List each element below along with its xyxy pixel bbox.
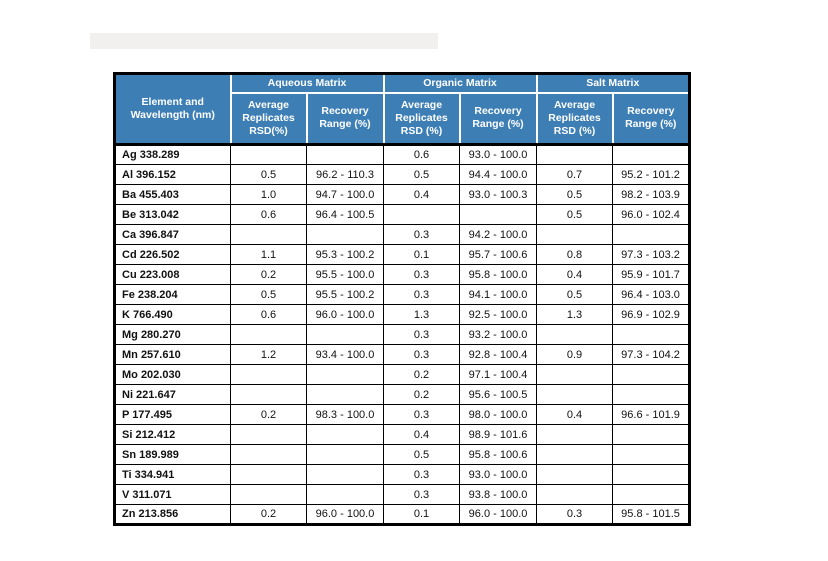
element-name-cell: Ni 221.647 [115,385,231,405]
value-cell: 0.3 [384,465,460,485]
value-cell: 95.6 - 100.5 [460,385,537,405]
value-cell [307,425,384,445]
value-cell: 0.2 [231,505,307,525]
value-cell: 0.6 [231,205,307,225]
element-name-cell: Cd 226.502 [115,245,231,265]
value-cell: 0.3 [384,405,460,425]
value-cell [537,225,613,245]
value-cell: 93.0 - 100.0 [460,465,537,485]
table-row [115,305,690,325]
value-cell: 0.4 [384,425,460,445]
value-cell: 93.0 - 100.3 [460,185,537,205]
value-cell [537,385,613,405]
value-cell: 98.2 - 103.9 [613,185,690,205]
value-cell: 0.1 [384,245,460,265]
value-cell [231,445,307,465]
value-cell: 1.2 [231,345,307,365]
value-cell [537,465,613,485]
value-cell [613,425,690,445]
group-header-row [115,74,690,93]
value-cell [307,145,384,165]
subheader-organic-recovery: Recovery Range (%) [460,93,537,145]
value-cell: 92.5 - 100.0 [460,305,537,325]
value-cell: 1.3 [537,305,613,325]
value-cell [231,365,307,385]
value-cell: 0.4 [384,185,460,205]
value-cell: 94.4 - 100.0 [460,165,537,185]
value-cell [613,365,690,385]
value-cell: 0.5 [384,165,460,185]
value-cell: 0.3 [384,265,460,285]
group-header-organic-matrix: Organic Matrix [384,74,537,93]
element-name-cell: Be 313.042 [115,205,231,225]
value-cell [460,205,537,225]
table-header [115,74,690,145]
value-cell [537,365,613,385]
value-cell: 95.5 - 100.2 [307,285,384,305]
value-cell: 95.5 - 100.0 [307,265,384,285]
value-cell: 0.9 [537,345,613,365]
element-name-cell: Al 396.152 [115,165,231,185]
value-cell: 95.8 - 100.6 [460,445,537,465]
value-cell [231,325,307,345]
table-row [115,465,690,485]
faded-scan-artifact [90,33,438,49]
value-cell [537,445,613,465]
value-cell [231,385,307,405]
value-cell: 93.4 - 100.0 [307,345,384,365]
element-recovery-table [113,72,691,526]
element-name-cell: Si 212.412 [115,425,231,445]
table-row [115,385,690,405]
value-cell: 93.8 - 100.0 [460,485,537,505]
table-row [115,145,690,165]
element-name-cell: Ba 455.403 [115,185,231,205]
value-cell: 0.5 [231,165,307,185]
value-cell [613,485,690,505]
value-cell: 94.1 - 100.0 [460,285,537,305]
value-cell: 0.3 [384,225,460,245]
value-cell: 0.5 [537,185,613,205]
value-cell: 96.0 - 100.0 [460,505,537,525]
value-cell: 0.2 [231,265,307,285]
element-name-cell: Ag 338.289 [115,145,231,165]
value-cell: 96.9 - 102.9 [613,305,690,325]
table-row [115,265,690,285]
element-name-cell: Cu 223.008 [115,265,231,285]
subheader-aqueous-recovery: Recovery Range (%) [307,93,384,145]
value-cell [307,465,384,485]
value-cell [231,485,307,505]
value-cell [537,145,613,165]
value-cell [613,385,690,405]
value-cell: 97.3 - 103.2 [613,245,690,265]
table-row [115,185,690,205]
value-cell: 98.9 - 101.6 [460,425,537,445]
value-cell: 0.6 [231,305,307,325]
value-cell: 93.2 - 100.0 [460,325,537,345]
value-cell: 0.5 [537,205,613,225]
subheader-organic-rsd: Average Replicates RSD (%) [384,93,460,145]
value-cell [613,145,690,165]
table-row [115,445,690,465]
table-row [115,245,690,265]
value-cell [231,225,307,245]
value-cell [231,425,307,445]
element-name-cell: Mo 202.030 [115,365,231,385]
value-cell [537,485,613,505]
value-cell: 95.8 - 101.5 [613,505,690,525]
value-cell: 95.2 - 101.2 [613,165,690,185]
group-header-aqueous-matrix: Aqueous Matrix [231,74,384,93]
value-cell: 0.2 [231,405,307,425]
element-name-cell: Mn 257.610 [115,345,231,365]
table-body [115,145,690,525]
table-row [115,505,690,525]
value-cell: 0.3 [384,485,460,505]
subheader-aqueous-rsd: Average Replicates RSD(%) [231,93,307,145]
value-cell: 93.0 - 100.0 [460,145,537,165]
value-cell [307,365,384,385]
value-cell [307,325,384,345]
element-name-cell: Ti 334.941 [115,465,231,485]
table-row [115,165,690,185]
value-cell: 97.3 - 104.2 [613,345,690,365]
value-cell: 0.3 [384,285,460,305]
value-cell: 0.5 [537,285,613,305]
element-name-cell: Mg 280.270 [115,325,231,345]
value-cell [231,465,307,485]
value-cell: 0.4 [537,265,613,285]
value-cell: 96.4 - 100.5 [307,205,384,225]
value-cell: 96.4 - 103.0 [613,285,690,305]
value-cell [537,425,613,445]
element-name-cell: K 766.490 [115,305,231,325]
table-row [115,425,690,445]
value-cell [307,225,384,245]
value-cell: 97.1 - 100.4 [460,365,537,385]
value-cell: 1.3 [384,305,460,325]
value-cell: 0.4 [537,405,613,425]
table-row [115,365,690,385]
table-row [115,325,690,345]
value-cell: 95.8 - 100.0 [460,265,537,285]
value-cell [231,145,307,165]
value-cell: 0.3 [537,505,613,525]
value-cell: 0.7 [537,165,613,185]
value-cell [307,485,384,505]
value-cell [537,325,613,345]
value-cell: 94.2 - 100.0 [460,225,537,245]
value-cell: 0.5 [231,285,307,305]
subheader-salt-rsd: Average Replicates RSD (%) [537,93,613,145]
subheader-salt-recovery: Recovery Range (%) [613,93,690,145]
table-row [115,285,690,305]
value-cell: 96.0 - 102.4 [613,205,690,225]
value-cell: 1.1 [231,245,307,265]
value-cell [613,225,690,245]
table-row [115,205,690,225]
value-cell: 95.9 - 101.7 [613,265,690,285]
value-cell: 0.2 [384,365,460,385]
value-cell [307,385,384,405]
value-cell [613,325,690,345]
group-header-salt-matrix: Salt Matrix [537,74,690,93]
value-cell: 92.8 - 100.4 [460,345,537,365]
value-cell: 96.0 - 100.0 [307,305,384,325]
table-row [115,345,690,365]
value-cell [613,465,690,485]
table-row [115,405,690,425]
value-cell: 1.0 [231,185,307,205]
value-cell: 0.8 [537,245,613,265]
table-row [115,485,690,505]
element-name-cell: Zn 213.856 [115,505,231,525]
value-cell: 94.7 - 100.0 [307,185,384,205]
value-cell: 0.6 [384,145,460,165]
value-cell: 0.1 [384,505,460,525]
element-name-cell: Ca 396.847 [115,225,231,245]
element-wavelength-header: Element and Wavelength (nm) [115,74,231,145]
value-cell: 98.3 - 100.0 [307,405,384,425]
value-cell: 0.5 [384,445,460,465]
value-cell: 96.6 - 101.9 [613,405,690,425]
value-cell [307,445,384,465]
value-cell: 98.0 - 100.0 [460,405,537,425]
value-cell: 96.2 - 110.3 [307,165,384,185]
value-cell: 95.3 - 100.2 [307,245,384,265]
element-name-cell: Sn 189.989 [115,445,231,465]
value-cell: 96.0 - 100.0 [307,505,384,525]
value-cell [384,205,460,225]
value-cell [613,445,690,465]
value-cell: 0.3 [384,345,460,365]
value-cell: 0.3 [384,325,460,345]
value-cell: 95.7 - 100.6 [460,245,537,265]
element-name-cell: Fe 238.204 [115,285,231,305]
element-name-cell: V 311.071 [115,485,231,505]
table-row [115,225,690,245]
value-cell: 0.2 [384,385,460,405]
element-name-cell: P 177.495 [115,405,231,425]
